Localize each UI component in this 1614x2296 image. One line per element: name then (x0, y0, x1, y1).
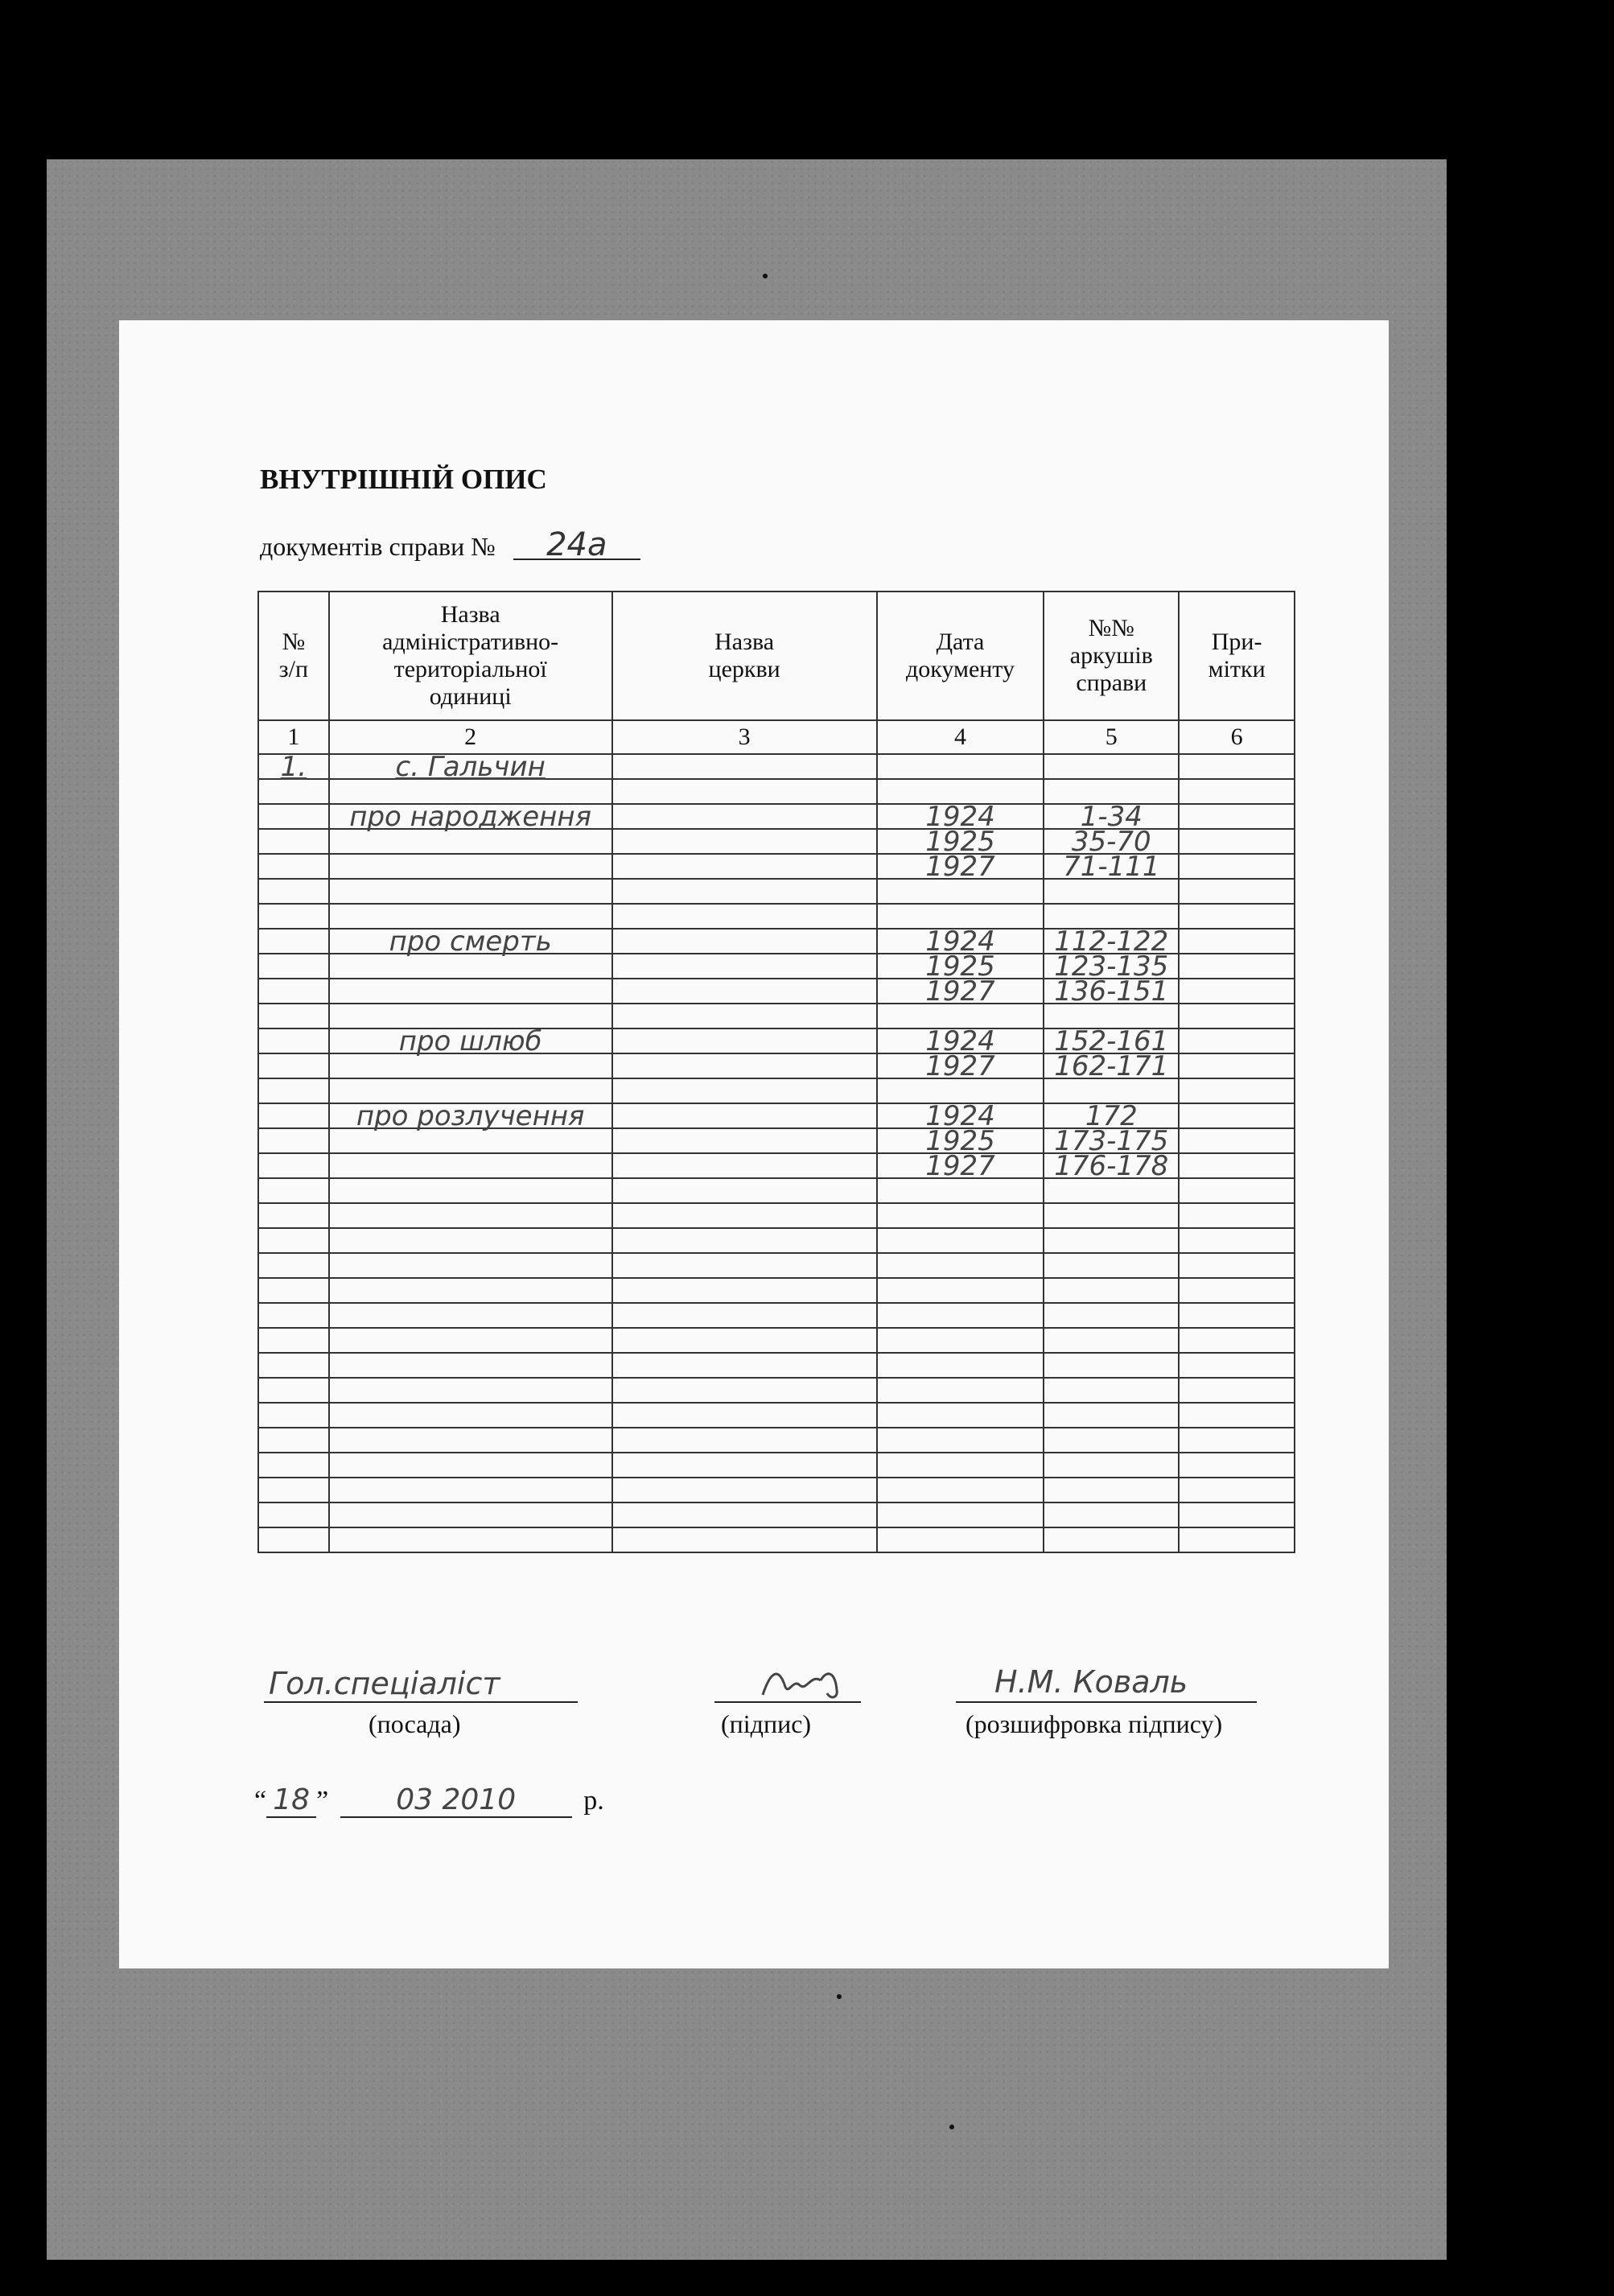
table-cell (329, 1478, 612, 1502)
table-cell (612, 1203, 877, 1228)
table-cell (329, 1453, 612, 1478)
table-cell (258, 829, 329, 854)
table-cell (1044, 754, 1179, 779)
header-cell (258, 592, 329, 720)
header-line: справи (1076, 670, 1147, 696)
header-line: територіальної (393, 656, 547, 682)
table-cell (258, 1228, 329, 1253)
table-cell (329, 1403, 612, 1428)
table-cell (1044, 1403, 1179, 1428)
name-value: Н.М. Коваль (994, 1664, 1188, 1700)
table-cell (877, 1478, 1044, 1502)
date-row (254, 1783, 604, 1818)
case-number: 24а (513, 531, 640, 560)
table-row (258, 1478, 1295, 1502)
table-cell (1179, 1253, 1295, 1278)
table-cell (877, 1253, 1044, 1278)
table-cell (1044, 1278, 1179, 1303)
table-cell (329, 1128, 612, 1153)
table-cell (329, 1353, 612, 1378)
header-line: мітки (1208, 656, 1266, 682)
table-cell: 1924 (877, 929, 1044, 954)
table-cell (612, 1153, 877, 1178)
table-cell (258, 1403, 329, 1428)
table-cell: 1925 (877, 829, 1044, 854)
table-cell (1179, 1278, 1295, 1303)
table-cell (1179, 1028, 1295, 1053)
table-row (258, 1403, 1295, 1428)
table-cell (612, 1078, 877, 1103)
table-cell (258, 1353, 329, 1378)
table-cell (329, 1178, 612, 1203)
table-cell: 123-135 (1044, 954, 1179, 979)
table-cell (1179, 1203, 1295, 1228)
table-row (258, 754, 1295, 779)
table-cell (1044, 1228, 1179, 1253)
table-cell (612, 1378, 877, 1403)
header-line: № (282, 629, 306, 655)
table-row (258, 1527, 1295, 1552)
table-cell: 162-171 (1044, 1053, 1179, 1078)
table-cell (1179, 754, 1295, 779)
table-cell (258, 1478, 329, 1502)
table-cell (258, 929, 329, 954)
table-cell (612, 1527, 877, 1552)
table-row (258, 1228, 1295, 1253)
table-row (258, 1278, 1295, 1303)
table-cell (1179, 1004, 1295, 1028)
table-cell (877, 1453, 1044, 1478)
table-cell (1179, 1178, 1295, 1203)
table-row (258, 1502, 1295, 1527)
column-number: 6 (1179, 720, 1295, 754)
date-suffix: р. (583, 1786, 604, 1816)
table-cell (612, 1303, 877, 1328)
header-line: Дата (936, 629, 985, 655)
table-row (258, 1053, 1295, 1078)
table-cell (1044, 1203, 1179, 1228)
table-cell (612, 1103, 877, 1128)
table-cell (1179, 1403, 1295, 1428)
table-cell (329, 1378, 612, 1403)
table-row (258, 1203, 1295, 1228)
table-row (258, 1378, 1295, 1403)
table-cell (258, 1527, 329, 1552)
table-cell (612, 929, 877, 954)
table-cell: 176-178 (1044, 1153, 1179, 1178)
table-cell (1179, 954, 1295, 979)
table-cell (612, 1004, 877, 1028)
table-cell: 1925 (877, 954, 1044, 979)
header-line: з/п (278, 656, 309, 682)
table-cell (258, 879, 329, 904)
table-cell (877, 1278, 1044, 1303)
table-cell (258, 779, 329, 804)
table-cell (329, 1153, 612, 1178)
table-cell (258, 1078, 329, 1103)
table-cell: про народження (329, 804, 612, 829)
table-cell (1179, 1228, 1295, 1253)
table-cell (612, 1353, 877, 1378)
table-cell (1179, 1453, 1295, 1478)
date-open-quote: “ (254, 1786, 267, 1816)
table-cell (258, 1328, 329, 1353)
table-cell (258, 1103, 329, 1128)
table-row (258, 1153, 1295, 1178)
table-cell: 136-151 (1044, 979, 1179, 1004)
table-cell: 112-122 (1044, 929, 1179, 954)
table-cell (1179, 879, 1295, 904)
inventory-table (257, 591, 1295, 1553)
table-cell: 152-161 (1044, 1028, 1179, 1053)
table-cell (1179, 929, 1295, 954)
table-cell (1044, 1353, 1179, 1378)
table-cell (612, 1178, 877, 1203)
table-cell (258, 854, 329, 879)
column-number: 5 (1044, 720, 1179, 754)
header-cell (612, 592, 877, 720)
table-cell (1044, 1253, 1179, 1278)
table-cell (1044, 1303, 1179, 1328)
table-row (258, 1353, 1295, 1378)
header-line: документу (905, 656, 1015, 682)
table-cell (1179, 1328, 1295, 1353)
signature-caption: (підпис) (721, 1709, 812, 1738)
table-cell (329, 854, 612, 879)
header-line: аркушів (1069, 642, 1153, 669)
table-cell (329, 1502, 612, 1527)
table-row (258, 1303, 1295, 1328)
table-cell (612, 779, 877, 804)
table-cell (1179, 779, 1295, 804)
table-cell (329, 1053, 612, 1078)
table-cell (329, 1228, 612, 1253)
table-cell (1179, 1502, 1295, 1527)
header-line: №№ (1088, 615, 1134, 641)
table-cell (1044, 1502, 1179, 1527)
table-cell (1044, 1178, 1179, 1203)
table-cell (1179, 804, 1295, 829)
table-cell (258, 954, 329, 979)
document-sheet (119, 320, 1389, 1968)
table-cell (329, 1428, 612, 1453)
table-cell (1044, 1378, 1179, 1403)
table-cell (258, 1153, 329, 1178)
table-cell (612, 1028, 877, 1053)
table-cell (612, 879, 877, 904)
date-month-year: 03 2010 (340, 1783, 572, 1818)
table-cell: 173-175 (1044, 1128, 1179, 1153)
table-cell (1179, 1053, 1295, 1078)
table-cell (329, 879, 612, 904)
table-cell (612, 1478, 877, 1502)
position-line (264, 1701, 578, 1703)
table-cell: 71-111 (1044, 854, 1179, 879)
header-line: Назва (440, 601, 500, 628)
table-cell (258, 1428, 329, 1453)
table-cell (258, 1128, 329, 1153)
table-cell (877, 1502, 1044, 1527)
table-cell (612, 1428, 877, 1453)
table-cell (1179, 1353, 1295, 1378)
column-number: 4 (877, 720, 1044, 754)
table-cell (258, 904, 329, 929)
table-cell (329, 1203, 612, 1228)
table-cell (258, 1203, 329, 1228)
table-cell (877, 1228, 1044, 1253)
table-cell (1179, 1428, 1295, 1453)
header-line: одиниці (429, 683, 512, 710)
table-cell (258, 1178, 329, 1203)
table-cell (329, 829, 612, 854)
table-cell (612, 1278, 877, 1303)
table-cell (1044, 879, 1179, 904)
table-row (258, 1178, 1295, 1203)
table-cell (329, 1527, 612, 1552)
table-cell (612, 754, 877, 779)
table-cell (877, 879, 1044, 904)
table-cell (258, 1028, 329, 1053)
header-cell (329, 592, 612, 720)
table-cell (258, 1004, 329, 1028)
subtitle-text: документів справи № (260, 532, 496, 561)
header-cell (877, 592, 1044, 720)
table-cell (877, 1428, 1044, 1453)
table-cell (1044, 1478, 1179, 1502)
table-cell (1179, 1303, 1295, 1328)
table-cell: 1-34 (1044, 804, 1179, 829)
table-cell (329, 1278, 612, 1303)
table-cell (612, 1403, 877, 1428)
table-cell (612, 979, 877, 1004)
table-row (258, 879, 1295, 904)
table-cell (612, 1128, 877, 1153)
table-cell (612, 1453, 877, 1478)
table-cell (258, 1453, 329, 1478)
table-cell (1044, 1453, 1179, 1478)
table-cell (612, 904, 877, 929)
table-cell (258, 979, 329, 1004)
table-cell (877, 1378, 1044, 1403)
column-number: 1 (258, 720, 329, 754)
signature-scribble (747, 1663, 859, 1703)
table-row (258, 1253, 1295, 1278)
table-row (258, 1328, 1295, 1353)
speck (949, 2125, 954, 2129)
table-cell (877, 1328, 1044, 1353)
table-cell (877, 1527, 1044, 1552)
table-cell: 1927 (877, 979, 1044, 1004)
table-cell (612, 1253, 877, 1278)
table-cell (612, 854, 877, 879)
table-cell (1179, 1128, 1295, 1153)
table-cell: 1925 (877, 1128, 1044, 1153)
table-cell: 35-70 (1044, 829, 1179, 854)
table-cell: с. Гальчин (329, 754, 612, 779)
table-cell (1179, 1478, 1295, 1502)
table-cell (258, 1253, 329, 1278)
table-cell: про шлюб (329, 1028, 612, 1053)
column-number-row (258, 720, 1295, 754)
header-line: Назва (714, 629, 775, 655)
header-line: церкви (708, 656, 780, 682)
table-row (258, 1428, 1295, 1453)
table-cell (877, 1178, 1044, 1203)
table-header-row (258, 592, 1295, 720)
table-cell (877, 1203, 1044, 1228)
table-cell (877, 1403, 1044, 1428)
table-cell (329, 1253, 612, 1278)
position-value: Гол.спеціаліст (269, 1666, 500, 1701)
table-cell (612, 1502, 877, 1527)
table-cell: 1927 (877, 854, 1044, 879)
table-cell (1179, 854, 1295, 879)
table-cell (612, 954, 877, 979)
table-cell (1044, 1527, 1179, 1552)
document-title: ВНУТРІШНІЙ ОПИС (260, 464, 547, 495)
signature-mark (747, 1663, 859, 1703)
table-cell: 1927 (877, 1053, 1044, 1078)
header-line: адміністративно- (382, 629, 559, 655)
table-cell (612, 804, 877, 829)
table-cell (1179, 1153, 1295, 1178)
table-cell (258, 1278, 329, 1303)
table-cell: про розлучення (329, 1103, 612, 1128)
table-cell (1044, 1428, 1179, 1453)
date-day: 18 (266, 1783, 316, 1818)
table-cell (258, 804, 329, 829)
table-cell (877, 1353, 1044, 1378)
table-cell: про смерть (329, 929, 612, 954)
table-cell (329, 979, 612, 1004)
table-cell: 1924 (877, 1103, 1044, 1128)
table-cell: 172 (1044, 1103, 1179, 1128)
table-cell (877, 1303, 1044, 1328)
table-cell (1179, 1527, 1295, 1552)
table-cell (1179, 904, 1295, 929)
table-cell (612, 829, 877, 854)
table-cell (258, 1053, 329, 1078)
table-cell (1179, 1078, 1295, 1103)
header-cell (1044, 592, 1179, 720)
table-cell (1179, 1378, 1295, 1403)
table-cell: 1927 (877, 1153, 1044, 1178)
position-caption: (посада) (369, 1709, 461, 1738)
table-row (258, 1453, 1295, 1478)
table-cell (1179, 829, 1295, 854)
table-cell: 1924 (877, 804, 1044, 829)
table-cell (1044, 1328, 1179, 1353)
table-cell (329, 1328, 612, 1353)
column-number: 3 (612, 720, 877, 754)
table-cell (612, 1053, 877, 1078)
table-cell (258, 1378, 329, 1403)
table-cell: 1924 (877, 1028, 1044, 1053)
table-cell (258, 1502, 329, 1527)
table-cell (1179, 1103, 1295, 1128)
date-close-quote: ” (316, 1786, 329, 1816)
speck (837, 1994, 842, 1999)
header-cell (1179, 592, 1295, 720)
table-cell (612, 1228, 877, 1253)
table-cell: 1. (258, 754, 329, 779)
name-line (956, 1701, 1257, 1703)
column-number: 2 (329, 720, 612, 754)
header-line: При- (1211, 629, 1262, 655)
table-cell (329, 1303, 612, 1328)
speck (763, 274, 768, 278)
table-cell (329, 954, 612, 979)
table-cell (612, 1328, 877, 1353)
table-cell (877, 754, 1044, 779)
name-caption: (розшифровка підпису) (966, 1709, 1223, 1738)
table-cell (258, 1303, 329, 1328)
table-row (258, 979, 1295, 1004)
document-subtitle (260, 526, 640, 563)
table-cell (1179, 979, 1295, 1004)
table-row (258, 854, 1295, 879)
